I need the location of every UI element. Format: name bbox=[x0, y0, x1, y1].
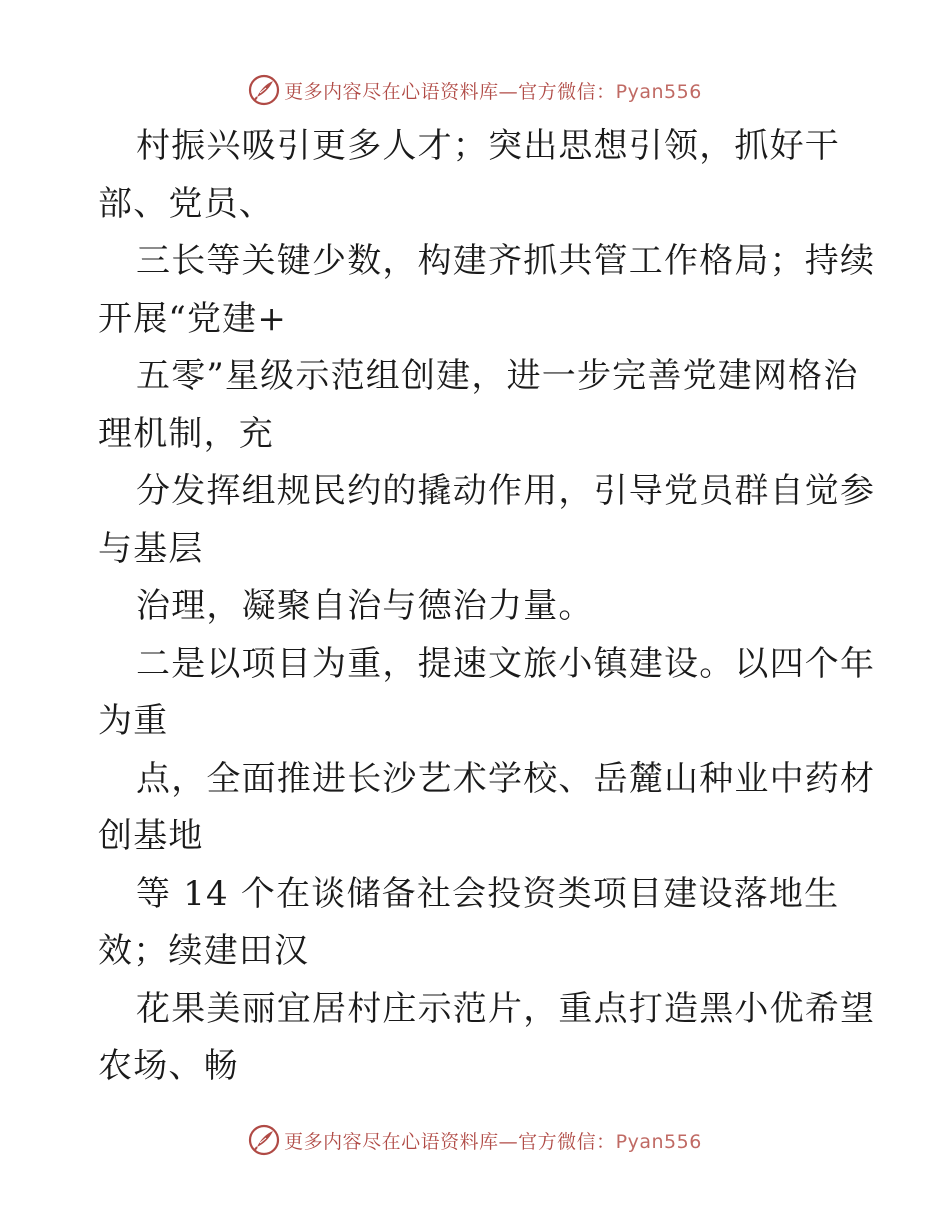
text-line: 五零”星级示范组创建，进一步完善党建网格治 bbox=[136, 356, 859, 396]
text-line: 三长等关键少数，构建齐抓共管工作格局；持续 bbox=[136, 241, 876, 281]
footer-watermark-banner bbox=[0, 1120, 950, 1160]
text-line: 理机制，充 bbox=[98, 413, 274, 454]
footer-wechat-id: Pyan556 bbox=[615, 1130, 702, 1153]
header-banner-text: 更多内容尽在心语资料库—官方微信：Pyan556 bbox=[284, 80, 702, 103]
text-line: 部、党员、 bbox=[98, 183, 274, 224]
feather-pen-logo-icon bbox=[248, 74, 280, 106]
text-line: 治理，凝聚自治与德治力量。 bbox=[136, 586, 594, 626]
footer-banner-text: 更多内容尽在心语资料库—官方微信：Pyan556 bbox=[284, 1130, 702, 1153]
text-line: 效；续建田汉 bbox=[98, 931, 310, 971]
header-wechat-id: Pyan556 bbox=[615, 80, 702, 103]
text-line: 村振兴吸引更多人才；突出思想引领，抓好干 bbox=[136, 126, 840, 166]
feather-pen-logo-icon bbox=[248, 1124, 280, 1156]
text-line: 分发挥组规民约的撬动作用，引导党员群自觉参 bbox=[136, 471, 876, 511]
text-line: 创基地 bbox=[98, 816, 204, 856]
text-line: 等 14 个在谈储备社会投资类项目建设落地生 bbox=[136, 873, 840, 914]
text-line: 二是以项目为重，提速文旅小镇建设。以四个年 bbox=[136, 643, 876, 684]
text-line: 开展“党建+ bbox=[98, 298, 288, 339]
document-body bbox=[98, 118, 876, 1096]
text-line: 农场、畅 bbox=[98, 1046, 239, 1086]
header-watermark-banner bbox=[0, 70, 950, 110]
text-line: 花果美丽宜居村庄示范片，重点打造黑小优希望 bbox=[136, 988, 876, 1029]
text-line: 与基层 bbox=[98, 528, 204, 569]
text-line: 点，全面推进长沙艺术学校、岳麓山种业中药材 bbox=[136, 758, 876, 799]
text-line: 为重 bbox=[98, 701, 169, 741]
